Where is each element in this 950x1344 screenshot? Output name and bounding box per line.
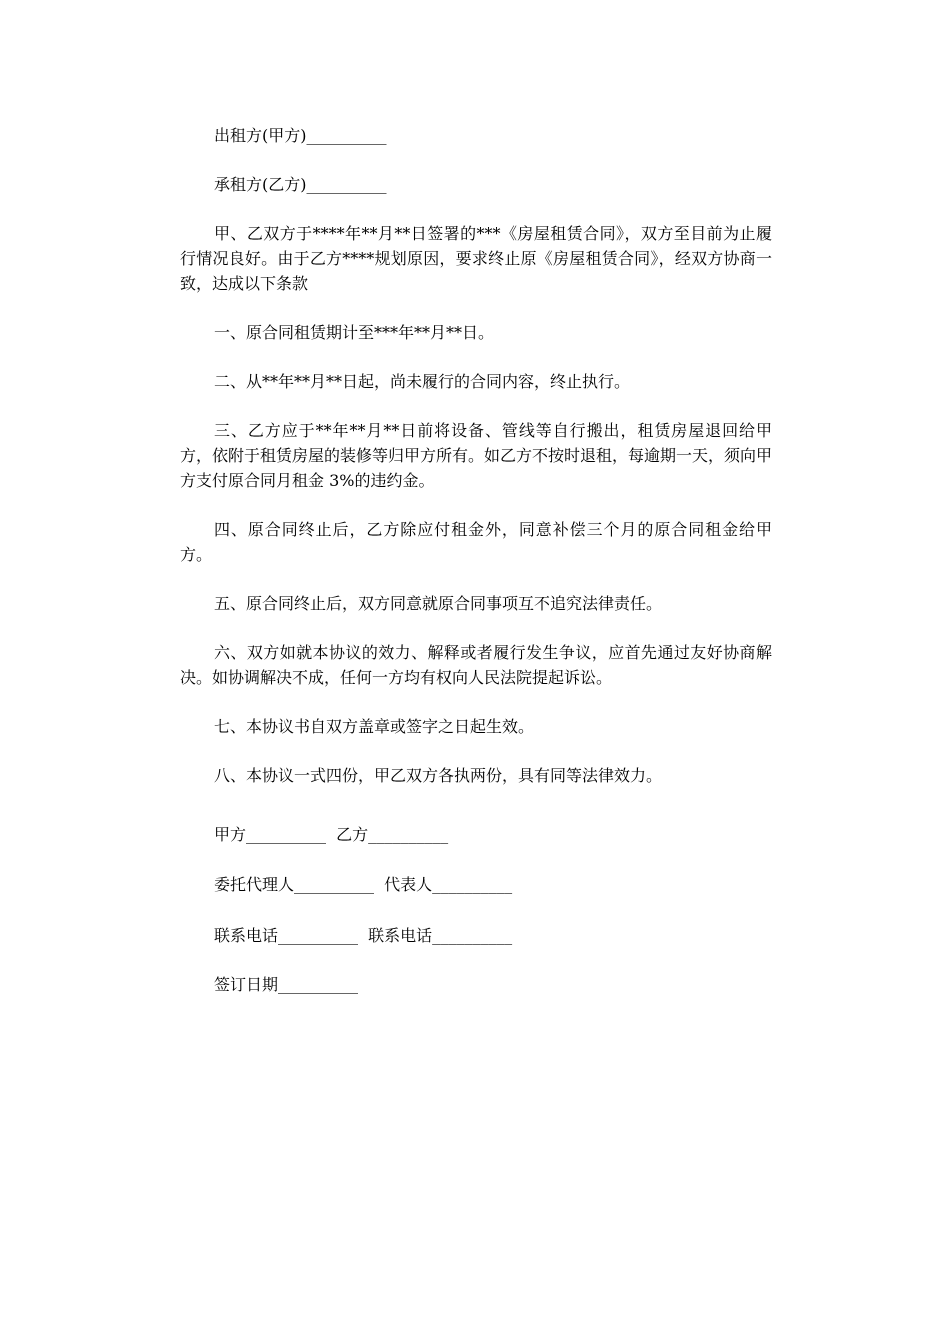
signature-phones-line: 联系电话__________ 联系电话__________ xyxy=(214,926,513,945)
lessee-line: 承租方(乙方)__________ xyxy=(214,175,387,194)
signature-date-line: 签订日期__________ xyxy=(214,975,359,994)
clause-3: 三、乙方应于**年**月**日前将设备、管线等自行搬出，租赁房屋退回给甲方，依附于租赁房屋的装修等归甲方所有。如乙方不按时退租，每逾期一天，须向甲方支付原合同月租金 3%的违约金。 xyxy=(180,421,773,490)
document-body xyxy=(180,123,772,812)
clause-1: 一、原合同租赁期计至***年**月**日。 xyxy=(214,323,495,342)
clause-2: 二、从**年**月**日起，尚未履行的合同内容，终止执行。 xyxy=(214,372,631,391)
clause-7: 七、本协议书自双方盖章或签字之日起生效。 xyxy=(214,717,535,736)
clause-5: 五、原合同终止后，双方同意就原合同事项互不追究法律责任。 xyxy=(214,594,663,613)
clause-6: 六、双方如就本协议的效力、解释或者履行发生争议，应首先通过友好协商解决。如协调解决不成，任何一方均有权向人民法院提起诉讼。 xyxy=(180,643,772,687)
intro-paragraph: 甲、乙双方于****年**月**日签署的***《房屋租赁合同》，双方至目前为止履行情况良好。由于乙方****规划原因，要求终止原《房屋租赁合同》，经双方协商一致，达成以下条款 xyxy=(180,224,772,293)
signature-parties-line: 甲方__________ 乙方__________ xyxy=(214,825,449,844)
lessor-line: 出租方(甲方)__________ xyxy=(214,126,387,145)
clause-8: 八、本协议一式四份，甲乙双方各执两份，具有同等法律效力。 xyxy=(214,766,663,785)
clause-4: 四、原合同终止后，乙方除应付租金外，同意补偿三个月的原合同租金给甲方。 xyxy=(180,520,772,564)
signature-agents-line: 委托代理人__________ 代表人__________ xyxy=(214,875,513,894)
